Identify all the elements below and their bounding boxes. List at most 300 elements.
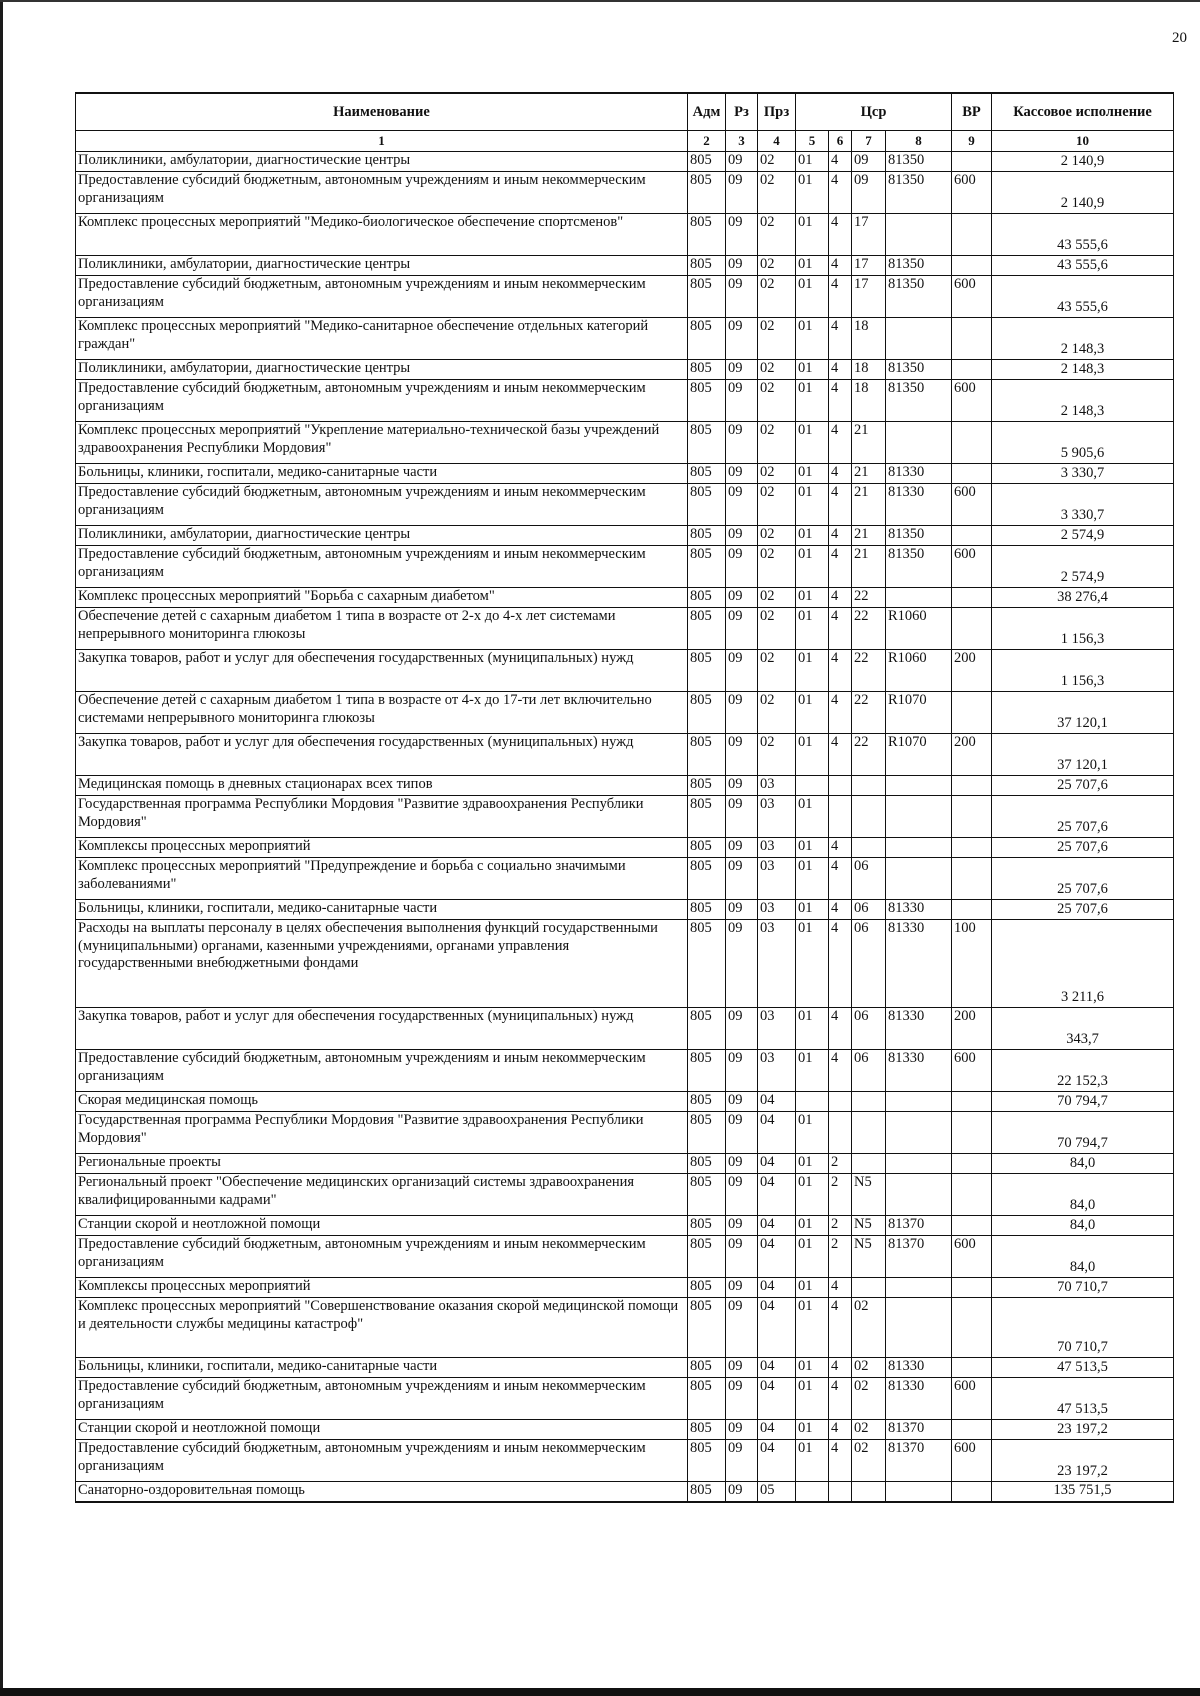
cell-csr-direction: 81350 (886, 360, 952, 380)
cell-amount: 37 120,1 (992, 692, 1174, 734)
cell-csr-direction (886, 1154, 952, 1174)
cell-csr-type: 4 (829, 1420, 852, 1440)
scan-left-edge (0, 0, 3, 1696)
table-row (76, 1008, 1174, 1050)
cell-csr-direction: 81330 (886, 1358, 952, 1378)
cell-csr-direction (886, 1174, 952, 1216)
cell-amount: 70 794,7 (992, 1092, 1174, 1112)
table-row (76, 734, 1174, 776)
cell-adm: 805 (688, 214, 726, 256)
cell-amount: 2 574,9 (992, 546, 1174, 588)
cell-name: Комплекс процессных мероприятий "Медико-биологическое обеспечение спортсменов" (76, 214, 688, 256)
cell-vr: 200 (952, 1008, 992, 1050)
cell-adm: 805 (688, 1440, 726, 1482)
cell-csr-direction: 81350 (886, 546, 952, 588)
cell-name: Больницы, клиники, госпитали, медико-санитарные части (76, 900, 688, 920)
cell-csr-type: 2 (829, 1216, 852, 1236)
cell-vr (952, 1482, 992, 1502)
cell-rz: 09 (726, 588, 758, 608)
cell-csr-direction (886, 422, 952, 464)
cell-rz: 09 (726, 900, 758, 920)
cell-rz: 09 (726, 796, 758, 838)
cell-prz: 02 (758, 380, 796, 422)
cell-name: Предоставление субсидий бюджетным, автономным учреждениям и иным некоммерческим организациям (76, 1378, 688, 1420)
cell-csr-program: 01 (796, 1008, 829, 1050)
cell-vr: 600 (952, 1050, 992, 1092)
column-number: 8 (886, 131, 952, 152)
cell-name: Комплекс процессных мероприятий "Укрепление материально-технической базы учреждений здравоохранения Республики Мордовия" (76, 422, 688, 464)
cell-csr-type: 4 (829, 1278, 852, 1298)
cell-prz: 02 (758, 484, 796, 526)
cell-csr-direction: 81330 (886, 484, 952, 526)
cell-name: Предоставление субсидий бюджетным, автономным учреждениям и иным некоммерческим организациям (76, 546, 688, 588)
table-body (76, 152, 1174, 1502)
cell-csr-program: 01 (796, 1378, 829, 1420)
cell-name: Комплексы процессных мероприятий (76, 1278, 688, 1298)
cell-csr-program: 01 (796, 650, 829, 692)
cell-amount: 47 513,5 (992, 1378, 1174, 1420)
cell-prz: 03 (758, 776, 796, 796)
cell-csr-direction: 81330 (886, 900, 952, 920)
cell-adm: 805 (688, 1216, 726, 1236)
cell-prz: 02 (758, 318, 796, 360)
column-number: 7 (852, 131, 886, 152)
cell-adm: 805 (688, 1112, 726, 1154)
cell-name: Расходы на выплаты персоналу в целях обеспечения выполнения функций государственными (муниципальными) органами, казенными учреждениями, органами управления государственными внебюджетными фондами (76, 920, 688, 1008)
cell-csr-type (829, 1482, 852, 1502)
cell-adm: 805 (688, 546, 726, 588)
cell-csr-direction: 81350 (886, 172, 952, 214)
table-row (76, 858, 1174, 900)
cell-amount: 25 707,6 (992, 900, 1174, 920)
cell-amount: 25 707,6 (992, 838, 1174, 858)
cell-rz: 09 (726, 1482, 758, 1502)
cell-name: Государственная программа Республики Мордовия "Развитие здравоохранения Республики Мордовия" (76, 796, 688, 838)
cell-amount: 3 330,7 (992, 484, 1174, 526)
cell-amount: 43 555,6 (992, 256, 1174, 276)
cell-vr: 600 (952, 172, 992, 214)
table-row (76, 360, 1174, 380)
cell-vr (952, 1216, 992, 1236)
column-number: 2 (688, 131, 726, 152)
cell-rz: 09 (726, 526, 758, 546)
cell-csr-type: 4 (829, 1358, 852, 1378)
header-row (76, 93, 1174, 131)
cell-csr-program: 01 (796, 1236, 829, 1278)
cell-amount: 70 710,7 (992, 1298, 1174, 1358)
table-row (76, 526, 1174, 546)
cell-csr-direction: 81330 (886, 1008, 952, 1050)
cell-csr-type: 4 (829, 1440, 852, 1482)
cell-csr-type: 4 (829, 360, 852, 380)
table-row (76, 1050, 1174, 1092)
cell-prz: 03 (758, 920, 796, 1008)
cell-csr-element: 22 (852, 692, 886, 734)
cell-vr (952, 1298, 992, 1358)
cell-amount: 2 148,3 (992, 360, 1174, 380)
cell-rz: 09 (726, 464, 758, 484)
cell-rz: 09 (726, 650, 758, 692)
cell-csr-element: 06 (852, 858, 886, 900)
table-row (76, 152, 1174, 172)
cell-csr-direction: R1060 (886, 608, 952, 650)
table-row (76, 796, 1174, 838)
cell-prz: 04 (758, 1378, 796, 1420)
cell-csr-program: 01 (796, 546, 829, 588)
cell-vr: 200 (952, 734, 992, 776)
cell-prz: 02 (758, 588, 796, 608)
cell-vr (952, 464, 992, 484)
cell-vr (952, 608, 992, 650)
cell-csr-element: N5 (852, 1174, 886, 1216)
cell-vr (952, 1420, 992, 1440)
cell-prz: 04 (758, 1154, 796, 1174)
table-row (76, 1216, 1174, 1236)
cell-adm: 805 (688, 838, 726, 858)
cell-amount: 2 140,9 (992, 152, 1174, 172)
table-row (76, 422, 1174, 464)
cell-csr-program: 01 (796, 1298, 829, 1358)
header-rz: Рз (726, 93, 758, 131)
cell-adm: 805 (688, 318, 726, 360)
cell-csr-element: 06 (852, 920, 886, 1008)
cell-csr-program: 01 (796, 526, 829, 546)
cell-csr-direction: 81370 (886, 1440, 952, 1482)
cell-name: Предоставление субсидий бюджетным, автономным учреждениям и иным некоммерческим организациям (76, 1050, 688, 1092)
cell-csr-program: 01 (796, 1358, 829, 1378)
cell-csr-program: 01 (796, 1216, 829, 1236)
cell-amount: 84,0 (992, 1236, 1174, 1278)
table-row (76, 276, 1174, 318)
cell-csr-element: 02 (852, 1358, 886, 1378)
cell-rz: 09 (726, 318, 758, 360)
cell-csr-type: 2 (829, 1236, 852, 1278)
cell-name: Скорая медицинская помощь (76, 1092, 688, 1112)
cell-name: Комплекс процессных мероприятий "Совершенствование оказания скорой медицинской помощи и деятельности службы медицины катастроф" (76, 1298, 688, 1358)
cell-csr-type: 4 (829, 276, 852, 318)
cell-csr-program (796, 776, 829, 796)
cell-rz: 09 (726, 858, 758, 900)
cell-csr-program: 01 (796, 484, 829, 526)
table-row (76, 1298, 1174, 1358)
cell-vr (952, 796, 992, 838)
cell-rz: 09 (726, 1174, 758, 1216)
cell-adm: 805 (688, 484, 726, 526)
cell-rz: 09 (726, 838, 758, 858)
cell-amount: 25 707,6 (992, 858, 1174, 900)
cell-vr (952, 422, 992, 464)
cell-prz: 02 (758, 546, 796, 588)
budget-table (75, 92, 1174, 1503)
cell-csr-program: 01 (796, 422, 829, 464)
cell-prz: 05 (758, 1482, 796, 1502)
table-header (76, 93, 1174, 152)
cell-adm: 805 (688, 796, 726, 838)
cell-csr-type: 4 (829, 464, 852, 484)
table-row (76, 650, 1174, 692)
cell-amount: 22 152,3 (992, 1050, 1174, 1092)
cell-csr-element: 22 (852, 734, 886, 776)
cell-vr (952, 1154, 992, 1174)
cell-adm: 805 (688, 1174, 726, 1216)
cell-csr-program: 01 (796, 1050, 829, 1092)
cell-vr (952, 1278, 992, 1298)
cell-csr-direction (886, 776, 952, 796)
column-number: 9 (952, 131, 992, 152)
cell-amount: 25 707,6 (992, 776, 1174, 796)
cell-csr-program (796, 1092, 829, 1112)
cell-rz: 09 (726, 484, 758, 526)
cell-csr-program: 01 (796, 1420, 829, 1440)
cell-csr-type: 4 (829, 256, 852, 276)
cell-csr-element (852, 776, 886, 796)
table-row (76, 1378, 1174, 1420)
cell-csr-type: 4 (829, 1050, 852, 1092)
cell-adm: 805 (688, 1482, 726, 1502)
cell-adm: 805 (688, 1420, 726, 1440)
cell-vr: 600 (952, 276, 992, 318)
table-row (76, 380, 1174, 422)
cell-csr-element: 18 (852, 380, 886, 422)
cell-csr-element: 18 (852, 360, 886, 380)
cell-prz: 02 (758, 650, 796, 692)
cell-amount: 84,0 (992, 1154, 1174, 1174)
cell-csr-type (829, 1112, 852, 1154)
cell-name: Комплексы процессных мероприятий (76, 838, 688, 858)
cell-vr (952, 900, 992, 920)
cell-adm: 805 (688, 920, 726, 1008)
cell-csr-direction (886, 838, 952, 858)
cell-adm: 805 (688, 776, 726, 796)
cell-csr-element: 22 (852, 588, 886, 608)
cell-csr-type: 4 (829, 380, 852, 422)
cell-vr (952, 858, 992, 900)
cell-csr-direction: 81370 (886, 1420, 952, 1440)
table-row (76, 608, 1174, 650)
cell-rz: 09 (726, 1378, 758, 1420)
cell-csr-direction (886, 1298, 952, 1358)
cell-rz: 09 (726, 692, 758, 734)
column-number: 6 (829, 131, 852, 152)
cell-csr-direction: R1070 (886, 692, 952, 734)
cell-csr-program: 01 (796, 1278, 829, 1298)
table-row (76, 1174, 1174, 1216)
cell-adm: 805 (688, 650, 726, 692)
table-row (76, 900, 1174, 920)
table-row (76, 1154, 1174, 1174)
cell-name: Предоставление субсидий бюджетным, автономным учреждениям и иным некоммерческим организациям (76, 1440, 688, 1482)
cell-adm: 805 (688, 152, 726, 172)
cell-adm: 805 (688, 858, 726, 900)
cell-csr-program: 01 (796, 214, 829, 256)
cell-adm: 805 (688, 1298, 726, 1358)
table-row (76, 1482, 1174, 1502)
cell-vr (952, 360, 992, 380)
cell-csr-element (852, 1278, 886, 1298)
cell-csr-element: 06 (852, 900, 886, 920)
cell-prz: 03 (758, 858, 796, 900)
cell-rz: 09 (726, 172, 758, 214)
cell-prz: 04 (758, 1420, 796, 1440)
cell-adm: 805 (688, 1278, 726, 1298)
cell-prz: 02 (758, 734, 796, 776)
table-row (76, 318, 1174, 360)
cell-csr-type (829, 796, 852, 838)
cell-csr-element (852, 796, 886, 838)
cell-csr-program: 01 (796, 380, 829, 422)
cell-csr-direction: 81330 (886, 920, 952, 1008)
cell-csr-direction (886, 318, 952, 360)
cell-rz: 09 (726, 214, 758, 256)
cell-csr-type: 4 (829, 526, 852, 546)
cell-name: Государственная программа Республики Мордовия "Развитие здравоохранения Республики Мордовия" (76, 1112, 688, 1154)
cell-prz: 02 (758, 526, 796, 546)
cell-adm: 805 (688, 1236, 726, 1278)
cell-csr-element: 21 (852, 546, 886, 588)
cell-prz: 02 (758, 464, 796, 484)
cell-csr-type (829, 1092, 852, 1112)
cell-csr-element: 09 (852, 152, 886, 172)
cell-prz: 04 (758, 1112, 796, 1154)
cell-name: Закупка товаров, работ и услуг для обеспечения государственных (муниципальных) нужд (76, 734, 688, 776)
cell-rz: 09 (726, 1298, 758, 1358)
cell-vr (952, 214, 992, 256)
cell-rz: 09 (726, 1358, 758, 1378)
cell-csr-direction: 81330 (886, 1050, 952, 1092)
cell-csr-element: 22 (852, 608, 886, 650)
cell-csr-type: 4 (829, 608, 852, 650)
cell-rz: 09 (726, 360, 758, 380)
cell-adm: 805 (688, 1378, 726, 1420)
cell-rz: 09 (726, 776, 758, 796)
table-row (76, 1112, 1174, 1154)
cell-vr (952, 256, 992, 276)
cell-rz: 09 (726, 608, 758, 650)
cell-prz: 02 (758, 256, 796, 276)
cell-amount: 5 905,6 (992, 422, 1174, 464)
cell-csr-program: 01 (796, 608, 829, 650)
cell-adm: 805 (688, 608, 726, 650)
cell-csr-program: 01 (796, 796, 829, 838)
cell-csr-program: 01 (796, 692, 829, 734)
cell-rz: 09 (726, 422, 758, 464)
page-number: 20 (1172, 30, 1187, 46)
cell-adm: 805 (688, 464, 726, 484)
cell-adm: 805 (688, 360, 726, 380)
cell-csr-element: 21 (852, 484, 886, 526)
cell-vr (952, 838, 992, 858)
cell-csr-type: 4 (829, 546, 852, 588)
cell-rz: 09 (726, 152, 758, 172)
cell-prz: 04 (758, 1358, 796, 1378)
cell-csr-type: 4 (829, 838, 852, 858)
cell-rz: 09 (726, 380, 758, 422)
cell-name: Комплекс процессных мероприятий "Медико-санитарное обеспечение отдельных категорий граждан" (76, 318, 688, 360)
cell-adm: 805 (688, 1092, 726, 1112)
cell-adm: 805 (688, 422, 726, 464)
cell-name: Комплекс процессных мероприятий "Предупреждение и борьба с социально значимыми заболеваниями" (76, 858, 688, 900)
cell-rz: 09 (726, 546, 758, 588)
cell-csr-element: 21 (852, 526, 886, 546)
cell-amount: 3 330,7 (992, 464, 1174, 484)
cell-csr-element (852, 1482, 886, 1502)
cell-name: Предоставление субсидий бюджетным, автономным учреждениям и иным некоммерческим организациям (76, 276, 688, 318)
cell-name: Комплекс процессных мероприятий "Борьба с сахарным диабетом" (76, 588, 688, 608)
cell-rz: 09 (726, 1278, 758, 1298)
cell-rz: 09 (726, 1154, 758, 1174)
cell-csr-element: 17 (852, 256, 886, 276)
cell-csr-direction (886, 1112, 952, 1154)
cell-csr-type: 4 (829, 214, 852, 256)
cell-amount: 2 148,3 (992, 318, 1174, 360)
cell-csr-program: 01 (796, 360, 829, 380)
cell-csr-program: 01 (796, 464, 829, 484)
cell-csr-type: 4 (829, 172, 852, 214)
cell-csr-program: 01 (796, 858, 829, 900)
cell-csr-type: 4 (829, 1378, 852, 1420)
cell-name: Больницы, клиники, госпитали, медико-санитарные части (76, 1358, 688, 1378)
cell-name: Обеспечение детей с сахарным диабетом 1 типа в возрасте от 2-х до 4-х лет системами непрерывного мониторинга глюкозы (76, 608, 688, 650)
cell-prz: 02 (758, 172, 796, 214)
cell-csr-type: 4 (829, 858, 852, 900)
cell-csr-program: 01 (796, 1440, 829, 1482)
table-row (76, 214, 1174, 256)
cell-adm: 805 (688, 1050, 726, 1092)
cell-adm: 805 (688, 734, 726, 776)
cell-csr-type: 2 (829, 1174, 852, 1216)
header-vr: ВР (952, 93, 992, 131)
cell-vr: 600 (952, 1378, 992, 1420)
cell-csr-program: 01 (796, 920, 829, 1008)
cell-name: Предоставление субсидий бюджетным, автономным учреждениям и иным некоммерческим организациям (76, 380, 688, 422)
cell-prz: 02 (758, 276, 796, 318)
cell-vr (952, 776, 992, 796)
cell-vr: 600 (952, 546, 992, 588)
cell-amount: 70 794,7 (992, 1112, 1174, 1154)
cell-amount: 43 555,6 (992, 214, 1174, 256)
cell-name: Станции скорой и неотложной помощи (76, 1216, 688, 1236)
cell-csr-direction: 81370 (886, 1236, 952, 1278)
cell-prz: 04 (758, 1236, 796, 1278)
cell-prz: 04 (758, 1216, 796, 1236)
cell-adm: 805 (688, 588, 726, 608)
table-row (76, 920, 1174, 1008)
cell-prz: 03 (758, 900, 796, 920)
cell-prz: 02 (758, 214, 796, 256)
cell-vr: 200 (952, 650, 992, 692)
table-row (76, 172, 1174, 214)
cell-csr-direction: R1060 (886, 650, 952, 692)
cell-csr-direction (886, 1092, 952, 1112)
table-row (76, 1278, 1174, 1298)
cell-csr-direction (886, 858, 952, 900)
cell-csr-type: 4 (829, 484, 852, 526)
cell-csr-type: 4 (829, 1008, 852, 1050)
cell-prz: 02 (758, 422, 796, 464)
cell-amount: 38 276,4 (992, 588, 1174, 608)
table-row (76, 1236, 1174, 1278)
cell-adm: 805 (688, 172, 726, 214)
cell-rz: 09 (726, 276, 758, 318)
cell-prz: 04 (758, 1440, 796, 1482)
cell-vr (952, 588, 992, 608)
cell-csr-program: 01 (796, 838, 829, 858)
cell-vr: 600 (952, 1236, 992, 1278)
cell-rz: 09 (726, 1112, 758, 1154)
cell-csr-type: 4 (829, 588, 852, 608)
cell-csr-element: 02 (852, 1440, 886, 1482)
cell-prz: 04 (758, 1298, 796, 1358)
